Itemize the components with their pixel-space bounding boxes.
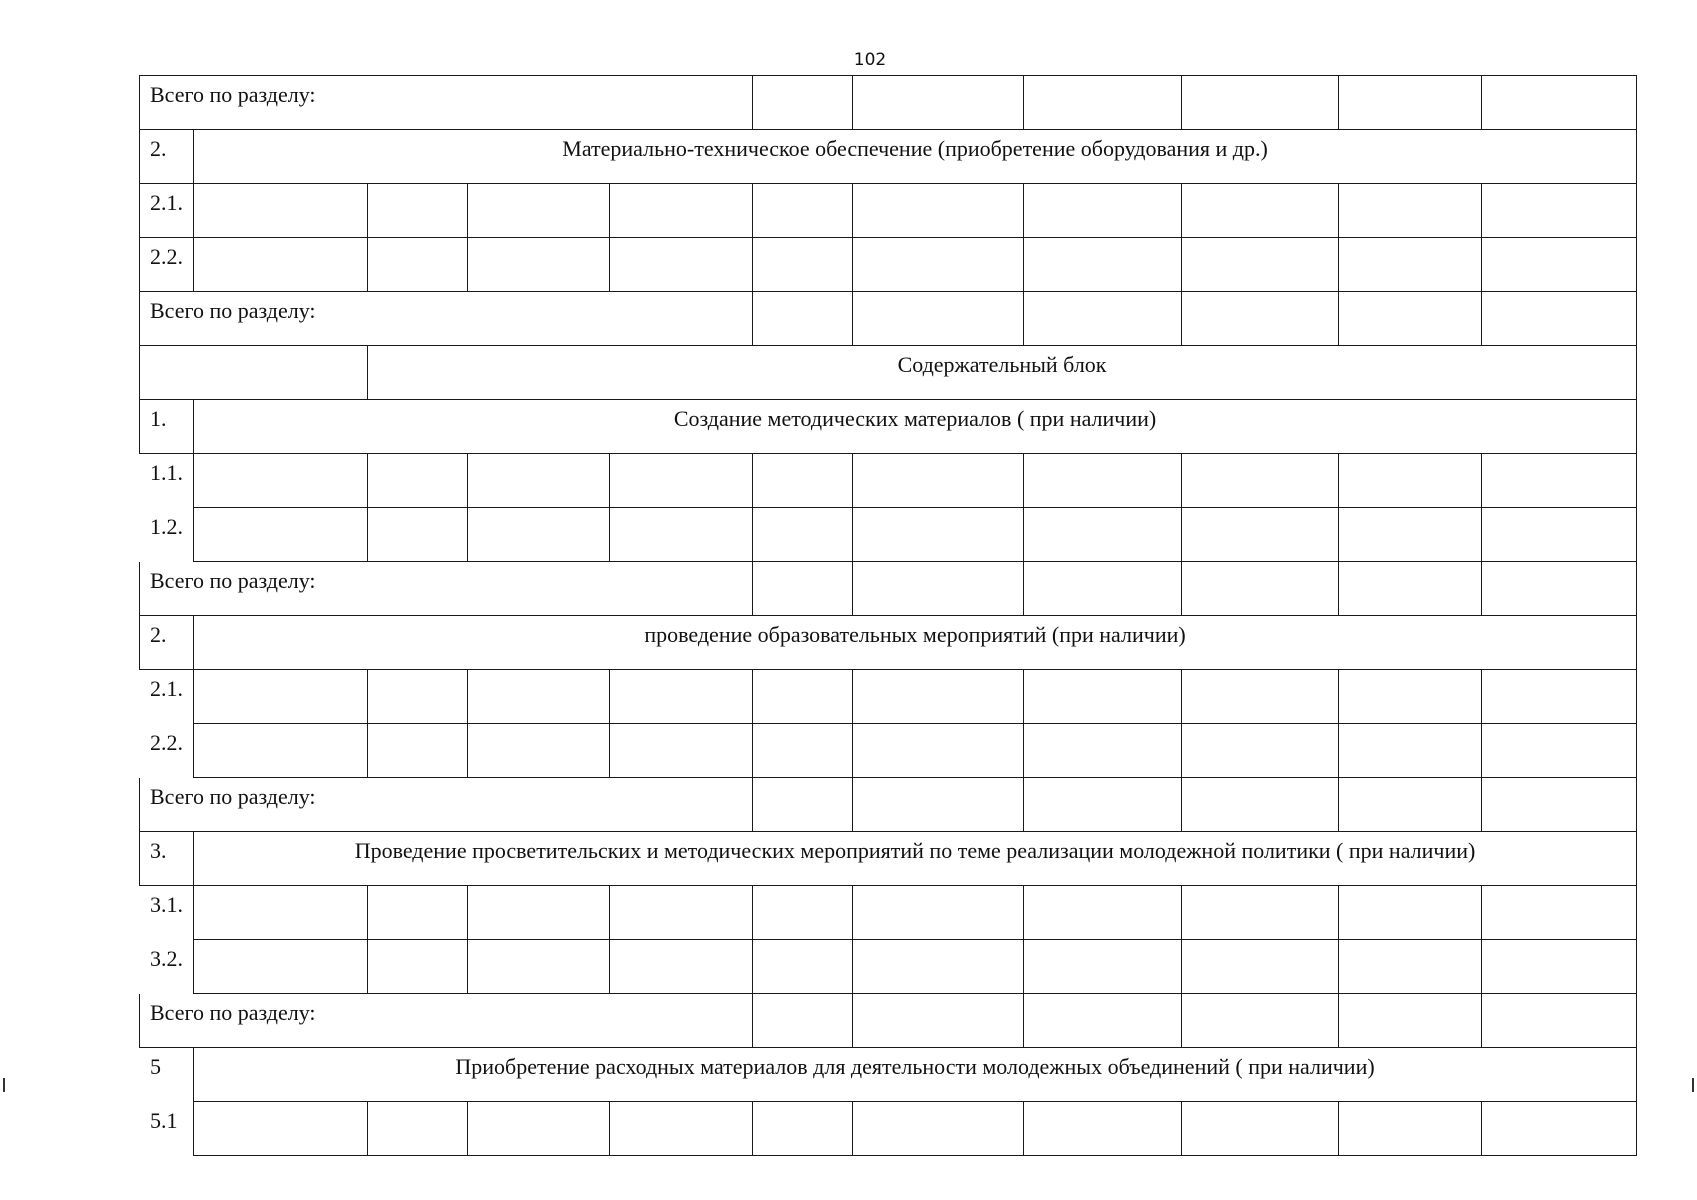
amount-cell [753,292,853,346]
section-number: 2. [140,616,194,670]
table-cell [1182,238,1339,292]
table-cell [753,508,853,562]
table-cell [1024,886,1182,940]
table-cell [368,1102,468,1156]
amount-cell [1024,292,1182,346]
table-cell [368,508,468,562]
table-cell [610,940,753,994]
table-cell [853,940,1024,994]
section-row [140,400,1637,454]
item-number: 2.1. [140,184,194,238]
table-cell [1339,940,1482,994]
table-cell [853,1102,1024,1156]
table-cell [468,238,610,292]
table-cell [194,886,368,940]
section-row [140,832,1637,886]
table-cell [368,886,468,940]
budget-table [139,75,1637,1156]
table-cell [1024,184,1182,238]
table-cell [1182,724,1339,778]
table-cell [753,238,853,292]
total-label: Всего по разделу: [140,292,753,346]
amount-cell [1339,292,1482,346]
section-row [140,616,1637,670]
amount-cell [753,76,853,130]
amount-cell [1339,562,1482,616]
item-number: 1.1. [140,454,194,508]
scan-edge-mark-left [3,1078,5,1092]
amount-cell [853,994,1024,1048]
section-number: 3. [140,832,194,886]
table-cell [1482,670,1637,724]
amount-cell [1339,778,1482,832]
item-row [140,940,1637,994]
section-title: проведение образовательных мероприятий (при наличии) [194,616,1637,670]
total-label: Всего по разделу: [140,562,753,616]
amount-cell [1182,292,1339,346]
table-cell [1024,724,1182,778]
item-row [140,238,1637,292]
table-cell [194,670,368,724]
table-cell [194,184,368,238]
block-row [140,346,1637,400]
amount-cell [753,562,853,616]
block-spacer [140,346,368,400]
table-cell [1339,508,1482,562]
table-cell [1482,1102,1637,1156]
table-cell [753,724,853,778]
table-cell [468,184,610,238]
item-number: 3.1. [140,886,194,940]
table-cell [1482,940,1637,994]
item-row [140,724,1637,778]
amount-cell [1024,778,1182,832]
table-cell [194,724,368,778]
amount-cell [1482,994,1637,1048]
table-cell [610,670,753,724]
section-title: Создание методических материалов ( при наличии) [194,400,1637,454]
amount-cell [1182,778,1339,832]
table-cell [1024,1102,1182,1156]
amount-cell [1482,778,1637,832]
table-cell [753,886,853,940]
table-cell [468,1102,610,1156]
table-cell [1024,940,1182,994]
table-cell [1339,670,1482,724]
section-row [140,1048,1637,1102]
table-cell [468,670,610,724]
table-cell [468,454,610,508]
table-cell [753,940,853,994]
table-cell [1182,670,1339,724]
table-cell [194,940,368,994]
table-cell [194,1102,368,1156]
amount-cell [853,292,1024,346]
item-row [140,886,1637,940]
table-cell [1482,184,1637,238]
table-cell [1482,886,1637,940]
item-number: 2.1. [140,670,194,724]
amount-cell [753,994,853,1048]
table-cell [610,886,753,940]
table-cell [1182,508,1339,562]
table-cell [1182,454,1339,508]
table-cell [1182,886,1339,940]
amount-cell [1482,292,1637,346]
total-row [140,76,1637,130]
table-cell [468,886,610,940]
table-cell [368,670,468,724]
table-cell [368,940,468,994]
item-number: 5.1 [140,1102,194,1156]
total-label: Всего по разделу: [140,994,753,1048]
section-title: Проведение просветительских и методических мероприятий по теме реализации молодежной политики ( при наличии) [194,832,1637,886]
table-cell [194,238,368,292]
table-cell [853,184,1024,238]
table-cell [194,508,368,562]
total-label: Всего по разделу: [140,76,753,130]
table-cell [1339,454,1482,508]
table-cell [1339,1102,1482,1156]
table-cell [753,454,853,508]
total-label: Всего по разделу: [140,778,753,832]
page-number: 102 [853,50,887,70]
amount-cell [853,76,1024,130]
table-cell [853,886,1024,940]
table-cell [1339,886,1482,940]
table-cell [1482,238,1637,292]
block-title: Содержательный блок [368,346,1637,400]
amount-cell [1182,994,1339,1048]
section-title: Материально-техническое обеспечение (приобретение оборудования и др.) [194,130,1637,184]
amount-cell [1339,994,1482,1048]
table-cell [610,184,753,238]
table-cell [368,238,468,292]
item-row [140,454,1637,508]
amount-cell [1182,562,1339,616]
table-cell [753,1102,853,1156]
amount-cell [1482,562,1637,616]
table-cell [753,670,853,724]
table-cell [468,724,610,778]
item-row [140,508,1637,562]
table-cell [1024,670,1182,724]
table-cell [1339,238,1482,292]
section-number: 2. [140,130,194,184]
table-cell [1482,724,1637,778]
item-number: 2.2. [140,238,194,292]
item-number: 1.2. [140,508,194,562]
item-row [140,1102,1637,1156]
amount-cell [853,562,1024,616]
table-cell [1024,508,1182,562]
table-cell [853,508,1024,562]
table-cell [853,238,1024,292]
table-cell [610,238,753,292]
total-row [140,292,1637,346]
table-cell [368,454,468,508]
item-number: 2.2. [140,724,194,778]
item-row [140,670,1637,724]
amount-cell [1024,562,1182,616]
item-row [140,184,1637,238]
table-cell [1482,454,1637,508]
table-cell [610,724,753,778]
section-title: Приобретение расходных материалов для деятельности молодежных объединений ( при наличии) [194,1048,1637,1102]
table-cell [1182,184,1339,238]
table-cell [1024,454,1182,508]
amount-cell [1024,994,1182,1048]
table-cell [368,184,468,238]
amount-cell [1482,76,1637,130]
table-cell [468,508,610,562]
amount-cell [1339,76,1482,130]
item-number: 3.2. [140,940,194,994]
table-cell [610,454,753,508]
table-cell [468,940,610,994]
table-cell [753,184,853,238]
table-cell [1482,508,1637,562]
table-cell [610,1102,753,1156]
amount-cell [1024,76,1182,130]
table-cell [1182,940,1339,994]
section-number: 1. [140,400,194,454]
amount-cell [853,778,1024,832]
table-cell [1182,1102,1339,1156]
amount-cell [1182,76,1339,130]
total-row [140,994,1637,1048]
table-cell [853,724,1024,778]
table-cell [194,454,368,508]
total-row [140,562,1637,616]
table-cell [1024,238,1182,292]
total-row [140,778,1637,832]
table-cell [368,724,468,778]
table-cell [1339,724,1482,778]
section-number: 5 [140,1048,194,1102]
table-cell [610,508,753,562]
scan-edge-mark-right [1692,1078,1694,1092]
section-row [140,130,1637,184]
table-cell [853,454,1024,508]
table-cell [853,670,1024,724]
table-cell [1339,184,1482,238]
amount-cell [753,778,853,832]
